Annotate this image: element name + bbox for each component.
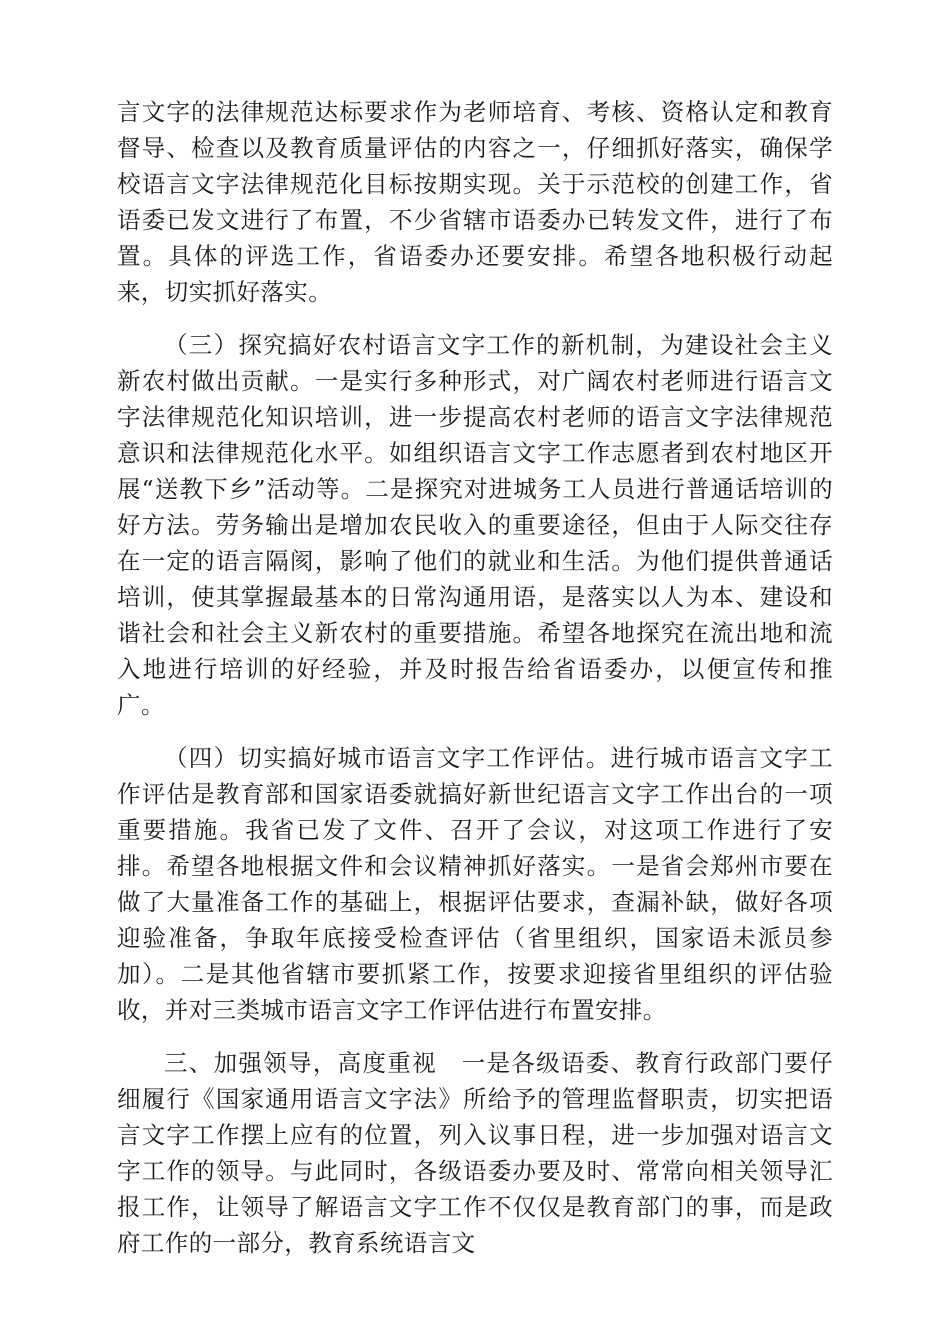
document-body (117, 94, 833, 1261)
paragraph-city-evaluation: （四）切实搞好城市语言文字工作评估。进行城市语言文字工作评估是教育部和国家语委就搞好新世纪语言文字工作出台的一项重要措施。我省已发了文件、召开了会议，对这项工作进行了安排。希望各地根据文件和会议精神抓好落实。一是省会郑州市要在做了大量准备工作的基础上，根据评估要求，查漏补缺，做好各项迎验准备，争取年底接受检查评估（省里组织，国家语未派员参加）。二是其他省辖市要抓紧工作，按要求迎接省里组织的评估验收，并对三类城市语言文字工作评估进行布置安排。 (117, 744, 833, 1024)
paragraph-continuation: 言文字的法律规范达标要求作为老师培育、考核、资格认定和教育督导、检查以及教育质量评估的内容之一，仔细抓好落实，确保学校语言文字法律规范化目标按期实现。关于示范校的创建工作，省语委已发文进行了布置，不少省辖市语委办已转发文件，进行了布置。具体的评选工作，省语委办还要安排。希望各地积极行动起来，切实抓好落实。 (117, 98, 833, 306)
paragraph-leadership: 三、加强领导，高度重视 一是各级语委、教育行政部门要仔细履行《国家通用语言文字法》所给予的管理监督职责，切实把语言文字工作摆上应有的位置，列入议事日程，进一步加强对语言文字工作的领导。与此同时，各级语委办要及时、常常向相关领导汇报工作，让领导了解语言文字工作不仅仅是教育部门的事，而是政府工作的一部分，教育系统语言文 (117, 1049, 833, 1257)
paragraph-rural-work: （三）探究搞好农村语言文字工作的新机制，为建设社会主义新农村做出贡献。一是实行多种形式，对广阔农村老师进行语言文字法律规范化知识培训，进一步提高农村老师的语言文字法律规范意识和法律规范化水平。如组织语言文字工作志愿者到农村地区开展“送教下乡”活动等。二是探究对进城务工人员进行普通话培训的好方法。劳务输出是增加农民收入的重要途径，但由于人际交往存在一定的语言隔阂，影响了他们的就业和生活。为他们提供普通话培训，使其掌握最基本的日常沟通用语，是落实以人为本、建设和谐社会和社会主义新农村的重要措施。希望各地探究在流出地和流入地进行培训的好经验，并及时报告给省语委办，以便宣传和推广。 (117, 331, 833, 719)
